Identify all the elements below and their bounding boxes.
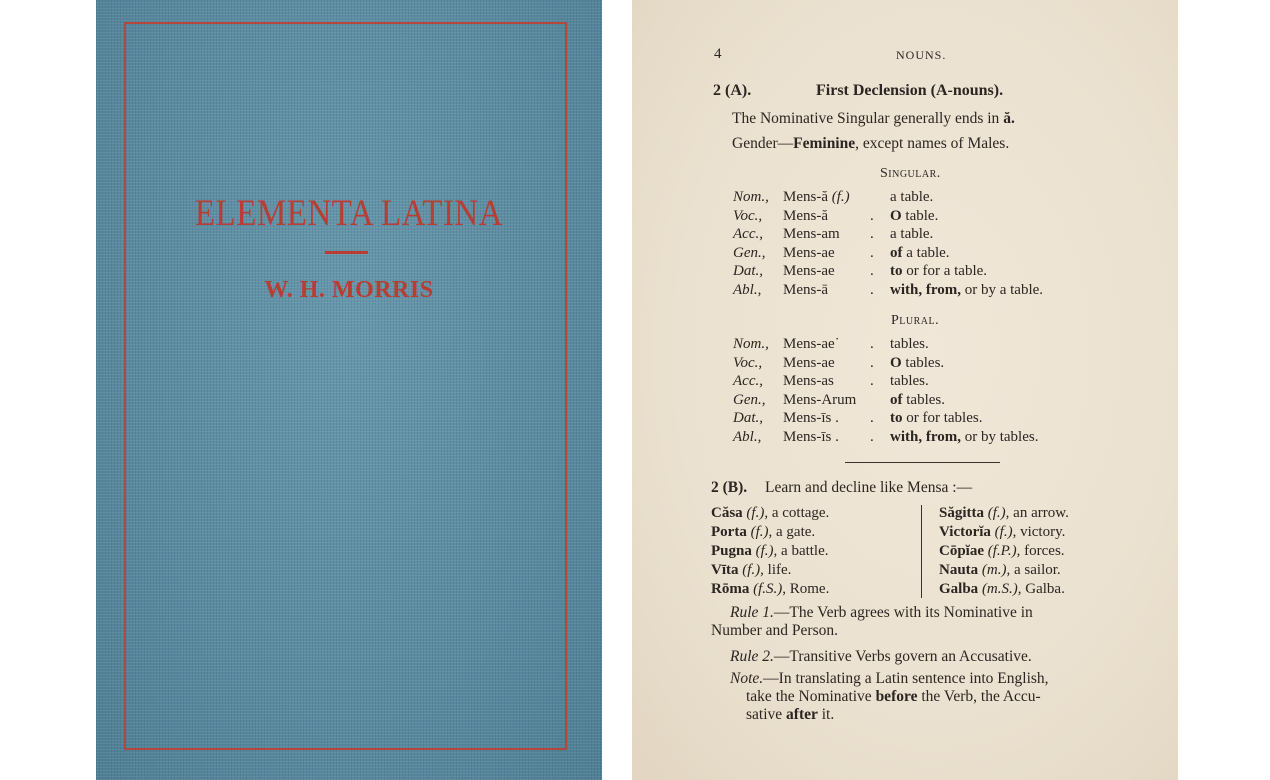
vocab-item: Săgitta (f.), an arrow.: [939, 505, 1069, 521]
case-name: Voc.,: [733, 354, 763, 371]
vocab-item: Porta (f.), a gate.: [711, 524, 816, 540]
declension-row: [733, 372, 1153, 391]
vocab-item: Cōpĭae (f.P.), forces.: [939, 543, 1065, 559]
book-page: [632, 0, 1178, 780]
noun-form: Mens-ă (f.): [783, 189, 850, 205]
vocab-item: Pugna (f.), a battle.: [711, 543, 829, 559]
noun-form: Mens-ae: [783, 263, 835, 280]
section-divider: [845, 462, 1000, 463]
declension-row: [733, 391, 1153, 410]
declension-row: [733, 409, 1153, 428]
gender-line: Gender—Feminine, except names of Males.: [732, 135, 1010, 152]
singular-declension: [733, 188, 1153, 300]
leader-dot: .: [870, 263, 874, 280]
page-number: 4: [714, 46, 722, 62]
noun-form: Mens-ā: [783, 281, 828, 298]
rule-1-continued: Number and Person.: [711, 622, 838, 639]
declension-row: [733, 281, 1153, 300]
leader-dot: .: [870, 244, 874, 261]
declension-row: [733, 335, 1153, 354]
vocab-left-column: [711, 504, 829, 599]
running-head: NOUNS.: [896, 48, 947, 62]
meaning: O table.: [890, 207, 939, 224]
leader-dot: .: [870, 226, 874, 243]
meaning: tables.: [890, 373, 929, 390]
case-name: Acc.,: [733, 226, 763, 243]
section-b-heading: [711, 479, 972, 497]
meaning: to or for a table.: [890, 263, 988, 280]
meaning: of tables.: [890, 391, 945, 408]
section-b-title: Learn and decline like Mensa :—: [765, 479, 973, 496]
case-name: Nom.,: [733, 189, 769, 205]
singular-heading: Singular.: [880, 166, 941, 181]
leader-dot: .: [870, 410, 874, 427]
meaning: a table.: [890, 226, 934, 243]
declension-row: [733, 262, 1153, 281]
plural-heading: Plural.: [891, 313, 940, 328]
leader-dot: .: [870, 428, 874, 445]
meaning: with, from, or by tables.: [890, 428, 1039, 445]
declension-row: [733, 188, 1153, 207]
meaning: of a table.: [890, 244, 950, 261]
noun-form: Mens-īs .: [783, 428, 839, 445]
book-cover: [96, 0, 602, 780]
section-b-label: 2 (B).: [711, 479, 748, 496]
meaning: a table.: [890, 189, 934, 205]
case-name: Abl.,: [733, 428, 762, 445]
declension-row: [733, 207, 1153, 226]
plural-declension: [733, 335, 1153, 447]
note-line-1: Note.—In translating a Latin sentence into English,: [730, 670, 1049, 687]
vocab-item: Vīta (f.), life.: [711, 562, 792, 578]
vocab-column-divider: [921, 505, 922, 598]
noun-form: Mens-ae: [783, 244, 835, 261]
cover-author: W. H. MORRIS: [264, 277, 434, 303]
rule-1: Rule 1.—The Verb agrees with its Nominative in: [730, 604, 1033, 621]
noun-form: Mens-ae: [783, 354, 835, 371]
note-line-3: sative after it.: [746, 706, 835, 723]
vocab-item: Nauta (m.), a sailor.: [939, 562, 1061, 578]
rule-2: Rule 2.—Transitive Verbs govern an Accusative.: [730, 648, 1032, 665]
leader-dot: .: [870, 207, 874, 224]
meaning: to or for tables.: [890, 410, 983, 427]
meaning: with, from, or by a table.: [890, 281, 1044, 298]
section-a-title: First Declension (A-nouns).: [816, 82, 1004, 99]
vocab-item: Victorĭa (f.), victory.: [939, 524, 1066, 540]
case-name: Nom.,: [733, 336, 769, 352]
case-name: Abl.,: [733, 281, 762, 298]
declension-row: [733, 354, 1153, 373]
noun-form: Mens-ă: [783, 207, 828, 224]
case-name: Gen.,: [733, 391, 766, 408]
leader-dot: .: [870, 281, 874, 298]
declension-row: [733, 225, 1153, 244]
meaning: tables.: [890, 336, 929, 352]
leader-dot: .: [870, 373, 874, 390]
leader-dot: .: [870, 336, 874, 352]
section-a-label: 2 (A).: [713, 82, 752, 99]
noun-form: Mens-am: [783, 226, 840, 243]
leader-dot: .: [870, 354, 874, 371]
cover-title: ELEMENTA LATINA: [194, 193, 504, 235]
case-name: Dat.,: [733, 410, 763, 427]
case-name: Voc.,: [733, 207, 763, 224]
declension-row: [733, 428, 1153, 447]
cover-border-frame: [124, 22, 567, 750]
noun-form: Mens-īs .: [783, 410, 839, 427]
noun-form: Mens-ae˙: [783, 336, 840, 352]
note-line-2: take the Nominative before the Verb, the Accu-: [746, 688, 1041, 705]
vocab-item: Rōma (f.S.), Rome.: [711, 581, 830, 597]
vocab-right-column: [939, 504, 1069, 599]
noun-form: Mens-Arum: [783, 391, 857, 408]
meaning: O tables.: [890, 354, 945, 371]
case-name: Dat.,: [733, 263, 763, 280]
case-name: Gen.,: [733, 244, 766, 261]
vocab-item: Căsa (f.), a cottage.: [711, 505, 830, 521]
declension-row: [733, 244, 1153, 263]
case-name: Acc.,: [733, 373, 763, 390]
cover-title-rule: [325, 251, 368, 254]
nominative-rule-line: The Nominative Singular generally ends in ă.: [732, 110, 1015, 127]
noun-form: Mens-as: [783, 373, 834, 390]
vocab-item: Galba (m.S.), Galba.: [939, 581, 1065, 597]
